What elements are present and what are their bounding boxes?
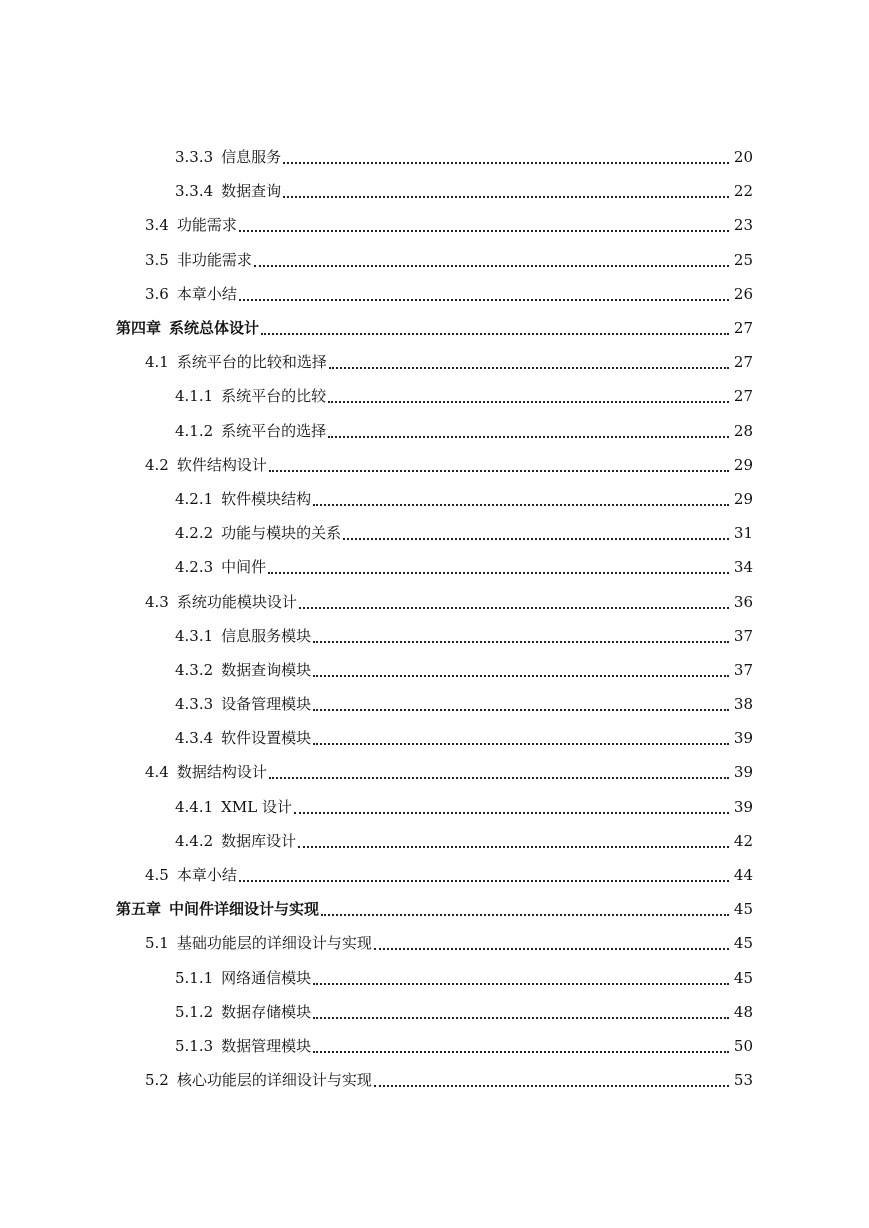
toc-entry-page-number: 39: [733, 729, 753, 748]
toc-entry-title: 功能需求: [176, 216, 237, 235]
dot-leader: [313, 729, 729, 745]
toc-entry-number: 4.3.2: [175, 660, 214, 679]
toc-entry[interactable]: [0, 995, 869, 1029]
toc-entry-page-number: 27: [733, 353, 753, 372]
dot-leader: [261, 319, 729, 335]
toc-entry-number: 4.4.2: [175, 831, 214, 850]
dot-leader: [283, 148, 729, 164]
toc-entry-page-number: 29: [733, 489, 753, 508]
toc-entry[interactable]: [0, 550, 869, 584]
dot-leader: [313, 1037, 729, 1053]
toc-entry-page-number: 38: [733, 695, 753, 714]
toc-entry-number: 4.3.1: [175, 626, 214, 645]
toc-entry[interactable]: [0, 311, 869, 345]
dot-leader: [343, 524, 729, 540]
dot-leader: [239, 216, 729, 232]
toc-entry-number: 4.4.1: [175, 797, 214, 816]
toc-entry[interactable]: [0, 892, 869, 926]
dot-leader: [321, 900, 729, 916]
dot-leader: [299, 593, 729, 609]
toc-entry-page-number: 53: [733, 1071, 753, 1090]
toc-entry[interactable]: [0, 721, 869, 755]
toc-entry-title: XML 设计: [221, 797, 292, 816]
toc-entry-title: 数据查询: [221, 182, 282, 201]
toc-entry-page-number: 27: [733, 319, 753, 338]
dot-leader: [313, 490, 729, 506]
dot-leader: [329, 353, 729, 369]
toc-entry-page-number: 39: [733, 763, 753, 782]
toc-entry-number: 4.2: [145, 455, 169, 474]
toc-entry-page-number: 25: [733, 250, 753, 269]
toc-entry-number: 4.3.4: [175, 729, 214, 748]
toc-entry-number: 5.1: [145, 934, 169, 953]
toc-entry[interactable]: [0, 858, 869, 892]
toc-entry-number: 5.1.1: [175, 968, 214, 987]
dot-leader: [313, 695, 729, 711]
toc-entry[interactable]: [0, 243, 869, 277]
toc-entry-number: 5.1.3: [175, 1036, 214, 1055]
toc-entry-title: 核心功能层的详细设计与实现: [176, 1071, 372, 1090]
toc-entry-page-number: 27: [733, 387, 753, 406]
toc-entry-title: 系统平台的选择: [221, 421, 327, 440]
toc-entry[interactable]: [0, 208, 869, 242]
toc-entry[interactable]: [0, 653, 869, 687]
toc-entry-page-number: 20: [733, 148, 753, 167]
toc-entry-number: 3.5: [145, 250, 169, 269]
toc-entry-title: 本章小结: [176, 284, 237, 303]
toc-entry-title: 软件模块结构: [221, 489, 312, 508]
toc-entry-page-number: 45: [733, 934, 753, 953]
dot-leader: [283, 182, 729, 198]
toc-entry-number: 4.4: [145, 763, 169, 782]
toc-entry-page-number: 36: [733, 592, 753, 611]
toc-entry[interactable]: [0, 345, 869, 379]
toc-entry-page-number: 48: [733, 1002, 753, 1021]
toc-entry-number: 3.4: [145, 216, 169, 235]
toc-entry[interactable]: [0, 482, 869, 516]
toc-entry-page-number: 45: [733, 900, 753, 919]
toc-entry-page-number: 44: [733, 866, 753, 885]
dot-leader: [313, 627, 729, 643]
toc-entry[interactable]: [0, 926, 869, 960]
dot-leader: [313, 1003, 729, 1019]
toc-entry[interactable]: [0, 516, 869, 550]
toc-entry-number: 4.3.3: [175, 695, 214, 714]
toc-entry-page-number: 28: [733, 421, 753, 440]
toc-entry-number: 3.3.3: [175, 148, 214, 167]
toc-entry[interactable]: [0, 790, 869, 824]
toc-entry-page-number: 26: [733, 284, 753, 303]
toc-entry[interactable]: [0, 414, 869, 448]
toc-entry-title: 数据存储模块: [221, 1002, 312, 1021]
toc-entry[interactable]: [0, 824, 869, 858]
dot-leader: [254, 251, 729, 267]
toc-entry-title: 中间件: [221, 558, 267, 577]
toc-entry-number: 4.3: [145, 592, 169, 611]
toc-entry-number: 4.5: [145, 866, 169, 885]
dot-leader: [328, 422, 729, 438]
toc-entry-page-number: 22: [733, 182, 753, 201]
toc-entry[interactable]: [0, 174, 869, 208]
dot-leader: [328, 387, 729, 403]
toc-entry-title: 系统平台的比较和选择: [176, 353, 327, 372]
toc-entry-title: 设备管理模块: [221, 695, 312, 714]
toc-entry-title: 数据查询模块: [221, 660, 312, 679]
toc-entry-page-number: 37: [733, 660, 753, 679]
toc-entry-number: 第五章: [116, 900, 162, 919]
dot-leader: [313, 661, 729, 677]
toc-entry-number: 4.1.1: [175, 387, 214, 406]
dot-leader: [269, 456, 729, 472]
toc-entry-number: 4.1.2: [175, 421, 214, 440]
toc-entry-number: 5.2: [145, 1071, 169, 1090]
toc-entry-title: 系统平台的比较: [221, 387, 327, 406]
toc-entry-number: 3.3.4: [175, 182, 214, 201]
dot-leader: [269, 763, 729, 779]
toc-entry-title: 功能与模块的关系: [221, 524, 342, 543]
toc-entry-title: 基础功能层的详细设计与实现: [176, 934, 372, 953]
toc-entry-number: 4.2.1: [175, 489, 214, 508]
toc-entry[interactable]: [0, 687, 869, 721]
toc-entry-title: 系统功能模块设计: [176, 592, 297, 611]
dot-leader: [268, 558, 729, 574]
toc-entry-title: 软件结构设计: [176, 455, 267, 474]
dot-leader: [294, 798, 729, 814]
toc-entry[interactable]: [0, 584, 869, 618]
toc-entry-page-number: 29: [733, 455, 753, 474]
dot-leader: [374, 934, 729, 950]
toc-entry[interactable]: [0, 448, 869, 482]
toc-entry-title: 本章小结: [176, 866, 237, 885]
dot-leader: [298, 832, 729, 848]
toc-entry[interactable]: [0, 140, 869, 174]
toc-entry[interactable]: [0, 379, 869, 413]
toc-entry-page-number: 42: [733, 831, 753, 850]
dot-leader: [239, 285, 729, 301]
toc-entry-title: 中间件详细设计与实现: [169, 900, 320, 919]
toc-entry[interactable]: [0, 961, 869, 995]
toc-entry-number: 4.2.2: [175, 524, 214, 543]
dot-leader: [374, 1071, 729, 1087]
toc-entry[interactable]: [0, 277, 869, 311]
toc-entry-title: 数据结构设计: [176, 763, 267, 782]
toc-entry[interactable]: [0, 755, 869, 789]
dot-leader: [239, 866, 729, 882]
toc-entry-number: 第四章: [116, 319, 162, 338]
toc-entry-page-number: 50: [733, 1036, 753, 1055]
toc-entry-title: 数据库设计: [221, 831, 297, 850]
toc-entry-page-number: 34: [733, 558, 753, 577]
toc-entry-title: 软件设置模块: [221, 729, 312, 748]
toc-entry-page-number: 23: [733, 216, 753, 235]
toc-entry-number: 5.1.2: [175, 1002, 214, 1021]
toc-entry[interactable]: [0, 1029, 869, 1063]
toc-entry-page-number: 31: [733, 524, 753, 543]
toc-entry-title: 信息服务: [221, 148, 282, 167]
dot-leader: [313, 969, 729, 985]
table-of-contents: [0, 140, 869, 1097]
toc-entry[interactable]: [0, 1063, 869, 1097]
toc-entry-title: 数据管理模块: [221, 1036, 312, 1055]
toc-entry-page-number: 45: [733, 968, 753, 987]
toc-entry-number: 4.2.3: [175, 558, 214, 577]
toc-entry-page-number: 37: [733, 626, 753, 645]
toc-entry[interactable]: [0, 619, 869, 653]
toc-entry-number: 3.6: [145, 284, 169, 303]
toc-entry-title: 非功能需求: [176, 250, 252, 269]
toc-entry-page-number: 39: [733, 797, 753, 816]
toc-entry-title: 信息服务模块: [221, 626, 312, 645]
toc-entry-number: 4.1: [145, 353, 169, 372]
toc-entry-title: 网络通信模块: [221, 968, 312, 987]
toc-entry-title: 系统总体设计: [169, 319, 260, 338]
